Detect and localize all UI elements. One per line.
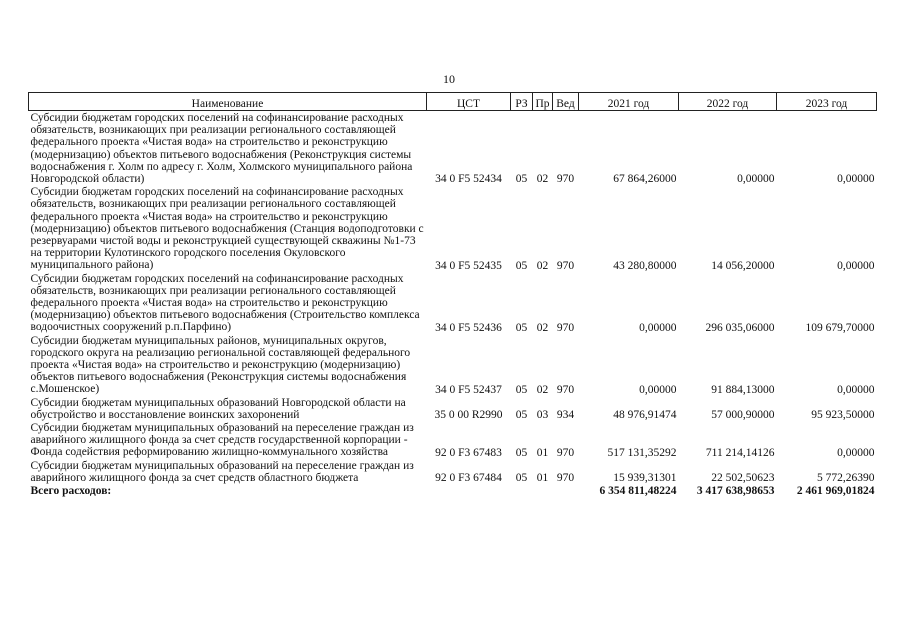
row-ved: 970 <box>556 383 575 396</box>
row-rz: 05 <box>515 472 528 485</box>
row-name: Субсидии бюджетам городских поселений на софинансирование расходных обязательств, возникающих при реализации регионального составляющей федерального проекта «Чистая вода» на строительство и реконструкцию (модернизацию) объектов питьевого водоснабжения (Строительство комплекса водоочистных сооружений р.п.Парфино) <box>30 272 420 334</box>
row-cst: 92 0 F3 67483 <box>435 446 502 459</box>
col-header-name: Наименование <box>29 93 427 111</box>
row-name: Субсидии бюджетам муниципальных районов, муниципальных округов, городского округа на реализацию региональной составляющей федерального проекта «Чистая вода» на строительство и реконструкцию (модернизацию) объектов питьевого водоснабжения (Реконструкция системы водоснабжения с.Мошенское) <box>30 334 411 396</box>
row-2021: 15 939,31301 <box>613 472 677 485</box>
col-header-ved: Вед <box>553 93 579 111</box>
row-ved: 934 <box>556 409 575 422</box>
row-2023: 0,00000 <box>837 173 875 186</box>
total-rz <box>511 484 533 497</box>
row-2023: 5 772,26390 <box>817 472 875 485</box>
row-2021: 517 131,35292 <box>607 446 677 459</box>
row-cst: 34 0 F5 52434 <box>435 173 502 186</box>
row-pr: 02 <box>536 383 549 396</box>
row-name: Субсидии бюджетам муниципальных образований на переселение граждан из аварийного жилищного фонда за счет средств государственной корпорации - Фонда содействия реформированию жилищно-коммунального хозяйства <box>30 422 414 459</box>
row-2023: 109 679,70000 <box>805 321 875 334</box>
row-2023: 0,00000 <box>837 383 875 396</box>
row-ved: 970 <box>556 321 575 334</box>
row-2022: 0,00000 <box>737 173 775 186</box>
row-2022: 711 214,14126 <box>705 446 775 459</box>
row-2023: 0,00000 <box>837 446 875 459</box>
row-pr: 02 <box>536 259 549 272</box>
row-pr: 01 <box>536 472 549 485</box>
row-cst: 34 0 F5 52437 <box>435 383 502 396</box>
col-header-2022: 2022 год <box>679 93 777 111</box>
row-ved: 970 <box>556 173 575 186</box>
row-pr: 01 <box>536 446 549 459</box>
table-row <box>29 272 877 334</box>
row-rz: 05 <box>515 173 528 186</box>
table-row <box>29 185 877 271</box>
row-rz: 05 <box>515 259 528 272</box>
row-2023: 0,00000 <box>837 259 875 272</box>
total-label: Всего расходов: <box>30 485 112 498</box>
row-rz: 05 <box>515 383 528 396</box>
table-row <box>29 421 877 459</box>
table-row <box>29 459 877 484</box>
row-pr: 02 <box>536 321 549 334</box>
row-2022: 14 056,20000 <box>711 259 775 272</box>
total-2021: 6 354 811,48224 <box>599 485 677 498</box>
col-header-cst: ЦСТ <box>427 93 511 111</box>
row-pr: 03 <box>536 409 549 422</box>
row-name: Субсидии бюджетам городских поселений на софинансирование расходных обязательств, возникающих при реализации регионального составляющей федерального проекта «Чистая вода» на строительство и реконструкцию (модернизацию) объектов питьевого водоснабжения (Станция водоподготовки с резервуарами чистой воды и реконструкцией существующей скважины №1-73 на территории Кулотинского городского поселения Окуловского муниципального района) <box>30 186 424 272</box>
row-2021: 0,00000 <box>639 321 677 334</box>
total-pr <box>533 484 553 497</box>
row-2022: 22 502,50623 <box>711 472 775 485</box>
col-header-pr: Пр <box>533 93 553 111</box>
table-row <box>29 396 877 421</box>
row-2022: 57 000,90000 <box>711 409 775 422</box>
row-cst: 34 0 F5 52435 <box>435 259 502 272</box>
row-rz: 05 <box>515 321 528 334</box>
row-ved: 970 <box>556 259 575 272</box>
total-ved <box>553 484 579 497</box>
row-2021: 0,00000 <box>639 383 677 396</box>
row-rz: 05 <box>515 409 528 422</box>
row-pr: 02 <box>536 173 549 186</box>
row-rz: 05 <box>515 446 528 459</box>
table-header-row <box>29 93 877 111</box>
col-header-2023: 2023 год <box>777 93 877 111</box>
row-2022: 91 884,13000 <box>711 383 775 396</box>
row-2021: 67 864,26000 <box>613 173 677 186</box>
row-name: Субсидии бюджетам муниципальных образований Новгородской области на обустройство и восстановление воинских захоронений <box>30 396 406 421</box>
table-row <box>29 111 877 186</box>
expenditure-table <box>28 92 877 497</box>
row-name: Субсидии бюджетам городских поселений на софинансирование расходных обязательств, возникающих при реализации регионального составляющей федерального проекта «Чистая вода» на строительство и реконструкцию (модернизацию) объектов питьевого водоснабжения (Реконструкция системы водоснабжения г. Холм по адресу г. Холм, Холмского муниципального района Новгородской области) <box>30 112 413 186</box>
total-2022: 3 417 638,98653 <box>696 485 775 498</box>
row-ved: 970 <box>556 472 575 485</box>
row-2021: 43 280,80000 <box>613 259 677 272</box>
row-name: Субсидии бюджетам муниципальных образований на переселение граждан из аварийного жилищного фонда за счет средств областного бюджета <box>30 459 414 484</box>
col-header-2021: 2021 год <box>579 93 679 111</box>
page-number: 10 <box>443 72 455 86</box>
total-row <box>29 484 877 497</box>
row-cst: 35 0 00 R2990 <box>434 409 503 422</box>
total-2023: 2 461 969,01824 <box>796 485 875 498</box>
col-header-rz: РЗ <box>511 93 533 111</box>
row-cst: 92 0 F3 67484 <box>435 472 502 485</box>
row-2023: 95 923,50000 <box>811 409 875 422</box>
row-cst: 34 0 F5 52436 <box>435 321 502 334</box>
row-2021: 48 976,91474 <box>613 409 677 422</box>
total-cst <box>427 484 511 497</box>
row-2022: 296 035,06000 <box>705 321 775 334</box>
row-ved: 970 <box>556 446 575 459</box>
table-row <box>29 334 877 396</box>
